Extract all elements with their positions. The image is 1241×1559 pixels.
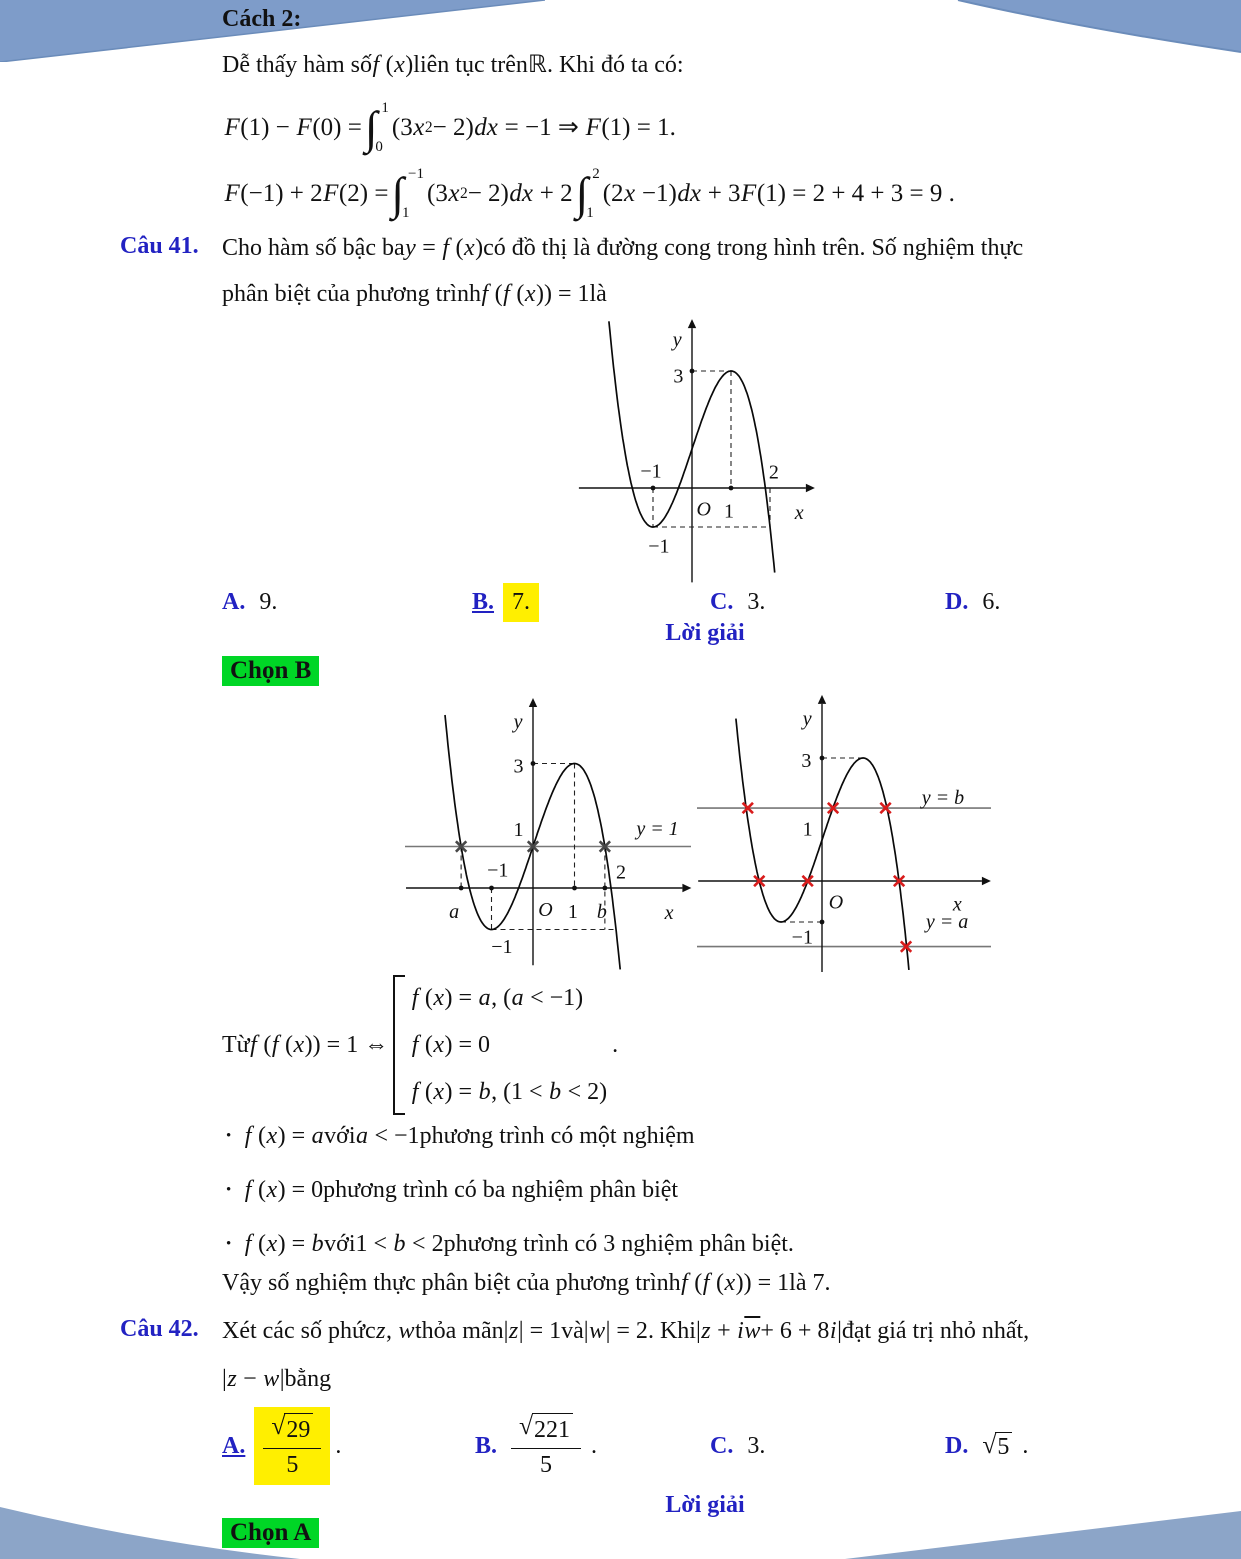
point-dot [820,756,825,761]
q41-solution-graph-ab [695,692,993,977]
answer-value: √ 5 [977,1431,1017,1462]
q41-bullet-1 [226,1116,695,1156]
graph-label: y = a [925,911,969,934]
q41-bullet-2-text: f (x) = 0 phương trình có ba nghiệm phân biệt [244,1177,679,1203]
graph-label: 1 [567,900,578,923]
q41-bullet-1-text: f (x) = a với a < −1 phương trình có một nghiệm [244,1123,695,1149]
y-axis-arrow-icon [818,695,826,704]
graph-label: y [513,711,523,734]
q41-text-line1: Cho hàm số bậc ba y = f (x) có đồ thị là đường cong trong hình trên. Số nghiệm thực [222,235,1024,261]
q41-bullet-3-text: f (x) = b với 1 < b < 2 phương trình có 3 nghiệm phân biệt. [244,1231,794,1257]
q42-text-line1: Xét các số phức z, w thỏa mãn |z| = 1 và |w| = 2 . Khi |z + i $\overline{w}$ + 6 + 8i| đạt giá trị nhỏ nhất, [222,1318,1030,1344]
graph-label: y [672,329,682,352]
q41-bullet-3 [226,1224,794,1264]
answer-value: 9. [259,588,278,615]
q41-loigiai-heading: Lời giải [665,620,745,646]
cach2-heading: Cách 2: [222,6,302,32]
x-axis-arrow-icon [982,877,991,885]
bullet-icon: • [226,1181,232,1198]
graph-label: 3 [801,750,812,773]
answer-value: 3. [747,588,766,615]
deco-top-right-shape [930,0,1241,60]
point-dot [459,886,464,891]
graph-label: x [664,902,674,925]
point-dot [602,886,607,891]
answer-value-highlighted: √ 29 5 [254,1407,330,1486]
graph-label: 3 [513,755,524,778]
q41-bullet-2 [226,1170,678,1210]
q42-answer-b [475,1398,597,1494]
graph-label: O [696,498,711,521]
x-axis-arrow-icon [806,484,815,492]
answer-letter: B. [475,1432,498,1459]
graph-label: 2 [615,861,626,884]
q41-chosen-answer [222,656,319,686]
graph-label: 1 [513,819,524,842]
answer-value-highlighted: 7. [503,583,539,622]
q42-loigiai-heading: Lời giải [665,1492,745,1518]
answer-letter: B. [472,588,495,615]
answer-letter: D. [945,588,969,615]
graph-label: −1 [487,859,509,882]
q41-chosen-answer-badge: Chọn B [222,656,319,686]
deco-top-right-fill [958,0,1241,52]
q42-text-line2: |z − w| bằng [222,1366,332,1392]
q42-chosen-answer-badge: Chọn A [222,1518,319,1548]
y-axis-arrow-icon [529,698,537,707]
graph-label: y = 1 [636,818,679,841]
answer-letter: C. [710,1432,734,1459]
graph-label: −1 [491,936,513,959]
graph-label: y [802,707,812,730]
graph-label: y = b [921,786,965,809]
q41-answer-c [710,584,770,620]
answer-letter: C. [710,588,734,615]
answer-period: . [590,1432,597,1459]
graph-label: −1 [648,535,670,558]
q42-answer-d [945,1398,1028,1494]
answer-period: . [335,1432,342,1459]
q41-answer-d [945,584,1005,620]
q41-conclusion-line: Vậy số nghiệm thực phân biệt của phương trình f (f (x)) = 1 là 7. [222,1270,831,1296]
q41-answer-a [222,584,282,620]
q41-cases-line: Từ f (f (x)) = 1 ⇔ f (x) = a, (a < −1) f (x) = 0 f (x) = b, (1 < b < 2) . [222,975,618,1115]
q41-answer-b [472,584,539,620]
graph-label: 3 [673,365,684,388]
graph-label: b [596,900,607,923]
point-dot [572,886,577,891]
q41-text-line2: phân biệt của phương trình f (f (x)) = 1 là [222,281,607,307]
graph-label: −1 [791,926,813,949]
answer-letter: A. [222,588,246,615]
answer-value: 3. [747,1432,766,1459]
graph-label: 1 [802,818,813,841]
q41-question-graph [570,316,820,588]
answer-period: . [1022,1432,1029,1459]
q42-label: Câu 42. [120,1316,199,1342]
point-dot [729,486,734,491]
y-axis-arrow-icon [688,319,696,328]
point-dot [820,920,825,925]
bullet-icon: • [226,1127,232,1144]
q42-chosen-answer [222,1518,319,1548]
graph-label: x [794,502,804,525]
q42-answer-a [222,1398,341,1494]
q42-answer-c [710,1398,770,1494]
graph-label: −1 [640,460,662,483]
graph-label: O [828,891,844,914]
graph-label: 2 [768,461,779,484]
graph-label: O [538,898,553,921]
point-dot [489,886,494,891]
point-dot [531,761,536,766]
q41-solution-graph-y1 [403,695,693,970]
answer-value: √ 221 5 [506,1412,586,1481]
equation-1: F(1) − F(0) = ∫ 1 0 (3x 2 − 2)dx = −1 ⇒ F(1) = 1. [224,100,676,156]
answer-letter: D. [945,1432,969,1459]
answer-letter: A. [222,1432,246,1459]
x-axis-arrow-icon [682,884,691,892]
answer-value: 6. [982,588,1001,615]
graph-label: x [952,893,962,916]
equation-2: F(−1) + 2F(2) = ∫ −1 1 (3x 2 − 2)dx + 2 ∫ 2 1 (2x −1)dx + 3F(1) = 2 + 4 + 3 = 9 . [224,166,955,222]
point-dot [690,369,695,374]
cach2-intro-line: Dễ thấy hàm số f (x) liên tục trên ℝ . Khi đó ta có: [222,52,684,78]
point-dot [651,486,656,491]
bullet-icon: • [226,1235,232,1252]
graph-label: 1 [724,500,735,523]
q41-label: Câu 41. [120,233,199,259]
graph-label: a [449,900,460,923]
